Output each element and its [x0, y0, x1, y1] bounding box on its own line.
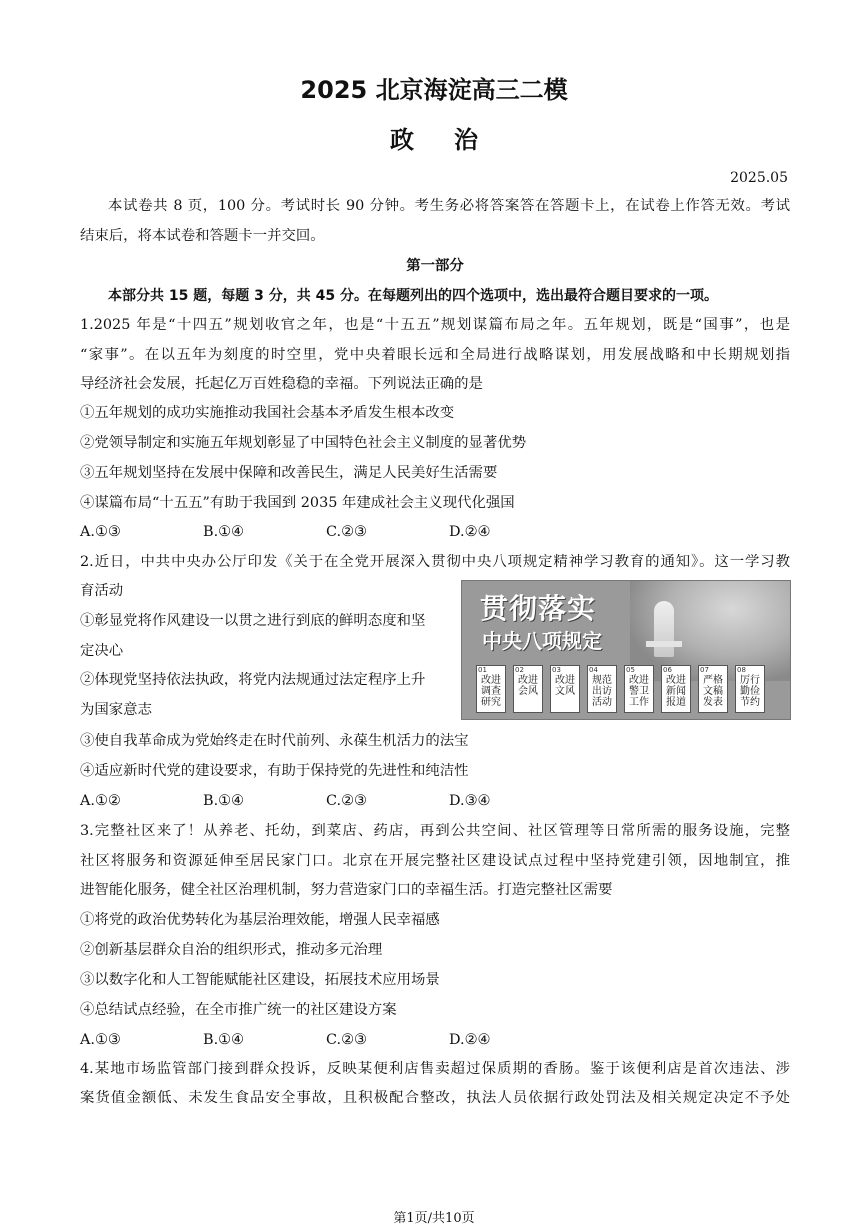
intro-line-1: 本试卷共 8 页，100 分。考试时长 90 分钟。考生务必将答案答在答题卡上，在试卷上作答无效。考试 — [108, 198, 790, 214]
card-text: 改进文风 — [555, 675, 575, 697]
card-number: 05 — [626, 666, 635, 674]
q4-stem-line-2: 案货值金额低、未发生食品安全事故，且积极配合整改，执法人员依据行政处罚法及相关规定决定不予处 — [80, 1090, 790, 1106]
q4-stem-line-1: 4.某地市场监管部门接到群众投诉，反映某便利店售卖超过保质期的香肠。鉴于该便利店是首次违法、涉 — [80, 1061, 790, 1077]
eight-rules-poster — [461, 580, 791, 720]
q2-stem-line-1: 2.近日，中共中央办公厅印发《关于在全党开展深入贯彻中央八项规定精神学习教育的通知》。这一学习教 — [80, 554, 790, 570]
q2-stem-line-2: 育活动 — [80, 583, 124, 599]
exam-date: 2025.05 — [730, 170, 788, 186]
poster-card — [476, 665, 506, 713]
q3-options — [80, 1026, 790, 1054]
poster-card — [661, 665, 691, 713]
q3-stem-line-3: 进智能化服务，健全社区治理机制，努力营造家门口的幸福生活。打造完整社区需要 — [80, 882, 613, 898]
q2-item-3: ③使自我革命成为党始终走在时代前列、永葆生机活力的法宝 — [80, 733, 469, 749]
poster-title-1: 贯彻落实 — [480, 592, 597, 625]
card-text: 严格文稿发表 — [703, 675, 723, 708]
q2-options — [80, 787, 790, 815]
card-text: 改进警卫工作 — [629, 675, 649, 708]
poster-card — [735, 665, 765, 713]
q1-item-1: ①五年规划的成功实施推动我国社会基本矛盾发生根本改变 — [80, 405, 455, 421]
subject-title: 政治 — [390, 126, 518, 154]
part-instruction: 本部分共 15 题，每题 3 分，共 45 分。在每题列出的四个选项中，选出最符合题目要求的一项。 — [108, 288, 718, 304]
exam-title: 2025 北京海淀高三二模 — [300, 76, 568, 104]
q3-item-4: ④总结试点经验，在全市推广统一的社区建设方案 — [80, 1002, 397, 1018]
q3-stem-line-2: 社区将服务和资源延伸至居民家门口。北京在开展完整社区建设试点过程中坚持党建引领，因地制宜，推 — [80, 853, 790, 869]
q3-option-c[interactable]: C.②③ — [326, 1032, 367, 1048]
q1-option-a[interactable]: A.①③ — [80, 524, 121, 540]
q2-option-c[interactable]: C.②③ — [326, 793, 367, 809]
q3-option-b[interactable]: B.①④ — [203, 1032, 244, 1048]
card-text: 厉行勤俭节约 — [740, 675, 760, 708]
q2-option-d[interactable]: D.③④ — [449, 793, 491, 809]
q1-options — [80, 518, 790, 546]
card-number: 07 — [700, 666, 709, 674]
q2-item-1a: ①彰显党将作风建设一以贯之进行到底的鲜明态度和坚 — [80, 613, 426, 629]
q3-option-a[interactable]: A.①③ — [80, 1032, 121, 1048]
q1-option-d[interactable]: D.②④ — [449, 524, 491, 540]
card-text: 规范出访活动 — [592, 675, 612, 708]
q1-stem-line-3: 导经济社会发展，托起亿万百姓稳稳的幸福。下列说法正确的是 — [80, 376, 483, 392]
q3-item-2: ②创新基层群众自治的组织形式，推动多元治理 — [80, 942, 383, 958]
q1-item-2: ②党领导制定和实施五年规划彰显了中国特色社会主义制度的显著优势 — [80, 435, 527, 451]
card-number: 02 — [515, 666, 524, 674]
poster-cards — [476, 665, 776, 715]
poster-card — [587, 665, 617, 713]
card-number: 03 — [552, 666, 561, 674]
page-number: 第1页/共10页 — [393, 1211, 475, 1226]
poster-card — [698, 665, 728, 713]
q1-stem-line-2: “家事”。在以五年为刻度的时空里，党中央着眼长远和全局进行战略谋划，用发展战略和中长期规划指 — [80, 347, 790, 363]
poster-title-2: 中央八项规定 — [482, 629, 602, 653]
q2-option-a[interactable]: A.①② — [80, 793, 121, 809]
q1-item-3: ③五年规划坚持在发展中保障和改善民生，满足人民美好生活需要 — [80, 465, 498, 481]
poster-card — [513, 665, 543, 713]
q2-item-4: ④适应新时代党的建设要求，有助于保持党的先进性和纯洁性 — [80, 763, 469, 779]
poster-card — [550, 665, 580, 713]
q1-option-b[interactable]: B.①④ — [203, 524, 244, 540]
q2-item-2b: 为国家意志 — [80, 702, 152, 718]
part-heading: 第一部分 — [406, 258, 464, 274]
card-number: 08 — [737, 666, 746, 674]
card-number: 06 — [663, 666, 672, 674]
q2-item-1b: 定决心 — [80, 643, 124, 659]
card-text: 改进调查研究 — [481, 675, 501, 708]
q1-option-c[interactable]: C.②③ — [326, 524, 367, 540]
q3-item-1: ①将党的政治优势转化为基层治理效能，增强人民幸福感 — [80, 912, 440, 928]
card-number: 01 — [478, 666, 487, 674]
card-text: 改进新闻报道 — [666, 675, 686, 708]
card-text: 改进会风 — [518, 675, 538, 697]
card-number: 04 — [589, 666, 598, 674]
q3-item-3: ③以数字化和人工智能赋能社区建设，拓展技术应用场景 — [80, 972, 440, 988]
q3-option-d[interactable]: D.②④ — [449, 1032, 491, 1048]
q2-item-2a: ②体现党坚持依法执政，将党内法规通过法定程序上升 — [80, 672, 426, 688]
q1-item-4: ④谋篇布局“十五五”有助于我国到 2035 年建成社会主义现代化强国 — [80, 495, 515, 511]
poster-monument-icon — [654, 601, 674, 657]
intro-line-2: 结束后，将本试卷和答题卡一并交回。 — [80, 228, 325, 244]
q2-option-b[interactable]: B.①④ — [203, 793, 244, 809]
q1-stem-line-1: 1.2025 年是“十四五”规划收官之年，也是“十五五”规划谋篇布局之年。五年规划，既是“国事”，也是 — [80, 317, 790, 333]
q3-stem-line-1: 3.完整社区来了！从养老、托幼，到菜店、药店，再到公共空间、社区管理等日常所需的服务设施，完整 — [80, 823, 790, 839]
poster-card — [624, 665, 654, 713]
